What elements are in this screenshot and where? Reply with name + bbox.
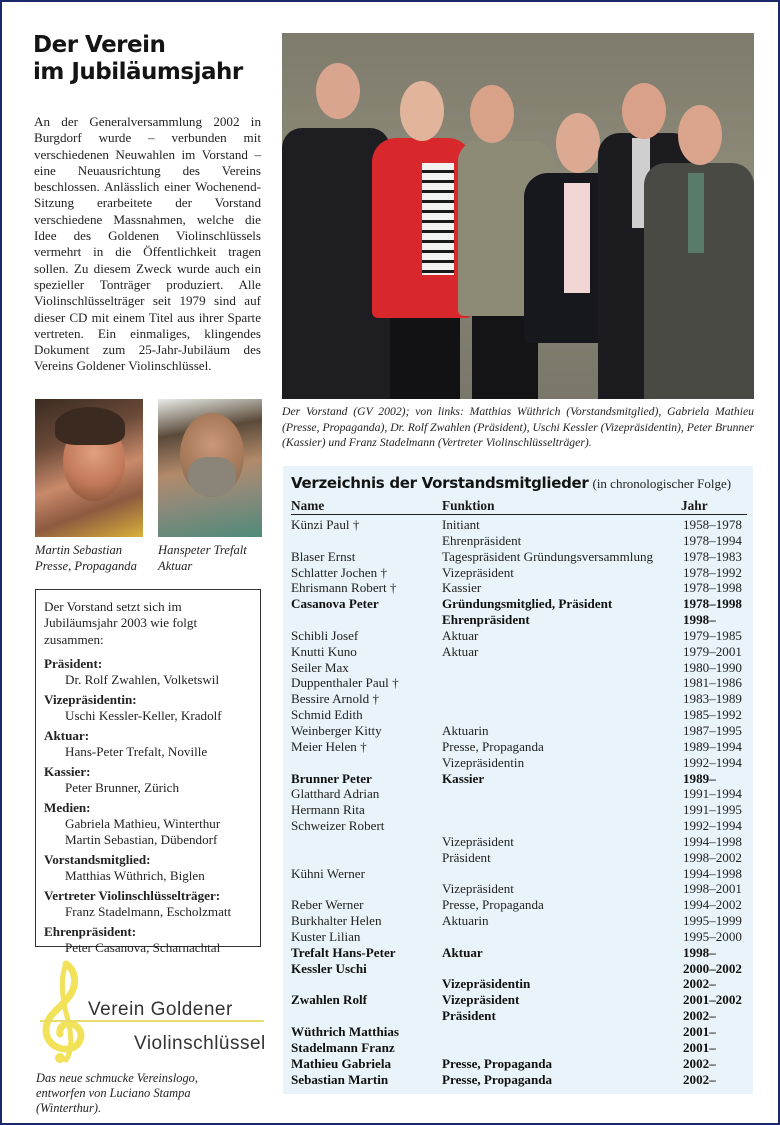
table-row bbox=[291, 1024, 747, 1040]
member-years: 1998–2001 bbox=[683, 881, 742, 897]
member-function: Vizepräsident bbox=[442, 564, 514, 580]
member-years: 1987–1995 bbox=[683, 722, 742, 738]
member-function: Presse, Propaganda bbox=[442, 897, 544, 913]
table-row bbox=[291, 929, 747, 945]
board-person: Martin Sebastian, Dübendorf bbox=[65, 831, 218, 847]
title-line-2: im Jubiläumsjahr bbox=[33, 59, 243, 85]
member-years: 1995–1999 bbox=[683, 913, 742, 929]
table-row bbox=[291, 517, 747, 533]
board-role: Präsident: bbox=[44, 655, 103, 671]
portrait-role: Aktuar bbox=[158, 558, 193, 573]
member-name: Kessler Uschi bbox=[291, 960, 367, 976]
member-years: 1979–1985 bbox=[683, 627, 742, 643]
board-role: Aktuar: bbox=[44, 727, 90, 743]
member-name: Duppenthaler Paul † bbox=[291, 675, 399, 691]
member-years: 2001– bbox=[683, 1024, 716, 1039]
member-years: 1992–1994 bbox=[683, 754, 742, 770]
member-function: Tagespräsident Gründungsversammlung bbox=[442, 548, 654, 564]
board-role: Vizepräsidentin: bbox=[44, 691, 137, 707]
member-name: Weinberger Kitty bbox=[291, 722, 382, 738]
table-row bbox=[291, 850, 747, 866]
table-title-sub: (in chronologischer Folge) bbox=[592, 476, 732, 491]
member-function: Aktuar bbox=[442, 627, 479, 643]
member-function: Kassier bbox=[442, 770, 485, 786]
table-row bbox=[291, 723, 747, 739]
table-row bbox=[291, 992, 747, 1008]
table-row bbox=[291, 1008, 747, 1024]
member-function: Vizepräsident bbox=[442, 992, 520, 1008]
member-name: Bessire Arnold † bbox=[291, 691, 380, 707]
article-title bbox=[33, 32, 273, 86]
board-person: Peter Casanova, Scharnachtal bbox=[65, 939, 221, 955]
table-header bbox=[291, 498, 747, 515]
member-years: 1978–1983 bbox=[683, 548, 742, 564]
table-row bbox=[291, 834, 747, 850]
header-name: Name bbox=[291, 498, 325, 513]
member-name: Schlatter Jochen † bbox=[291, 564, 387, 580]
board-role: Vorstandsmitglied: bbox=[44, 851, 151, 867]
portrait-role: Presse, Propaganda bbox=[35, 558, 137, 573]
table-row bbox=[291, 628, 747, 644]
table-row bbox=[291, 580, 747, 596]
member-name: Meier Helen † bbox=[291, 738, 367, 754]
member-years: 1998–2002 bbox=[683, 849, 742, 865]
board-person: Hans-Peter Trefalt, Noville bbox=[65, 743, 208, 759]
table-row bbox=[291, 565, 747, 581]
member-function: Presse, Propaganda bbox=[442, 738, 544, 754]
board-role: Vertreter Violinschlüsselträger: bbox=[44, 887, 221, 903]
portrait-caption-1 bbox=[35, 543, 137, 574]
portrait-caption-2 bbox=[158, 543, 247, 574]
member-years: 1998– bbox=[683, 944, 716, 960]
treble-clef-icon bbox=[46, 964, 81, 1063]
member-years: 2002– bbox=[683, 976, 716, 992]
member-years: 1979–2001 bbox=[683, 643, 742, 659]
board-role: Ehrenpräsident: bbox=[44, 923, 137, 939]
member-name: Schweizer Robert bbox=[291, 818, 385, 834]
member-function: Ehrenpräsident bbox=[442, 532, 522, 548]
member-function: Aktuar bbox=[442, 944, 483, 960]
header-function: Funktion bbox=[442, 498, 495, 513]
member-function: Presse, Propaganda bbox=[442, 1071, 553, 1087]
table-row bbox=[291, 549, 747, 565]
member-years: 1958–1978 bbox=[683, 517, 742, 532]
table-row bbox=[291, 660, 747, 676]
board-person: Uschi Kessler-Keller, Kradolf bbox=[65, 707, 222, 723]
member-name: Casanova Peter bbox=[291, 596, 379, 612]
member-function: Aktuar bbox=[442, 643, 479, 659]
board-group-photo bbox=[282, 33, 754, 399]
portrait-martin-sebastian bbox=[35, 399, 143, 537]
member-name: Sebastian Martin bbox=[291, 1071, 389, 1087]
member-years: 1981–1986 bbox=[683, 675, 742, 691]
table-row bbox=[291, 675, 747, 691]
table-row bbox=[291, 913, 747, 929]
member-name: Kühni Werner bbox=[291, 865, 365, 881]
table-row bbox=[291, 596, 747, 612]
member-years: 2002– bbox=[683, 1055, 716, 1071]
member-years: 2002– bbox=[683, 1008, 716, 1024]
table-body bbox=[291, 517, 747, 1087]
portrait-hanspeter-trefalt bbox=[158, 399, 262, 537]
board-box-lead: Der Vorstand setzt sich im Jubiläumsjahr 2003 wie folgt zusammen: bbox=[44, 599, 198, 647]
member-function: Aktuarin bbox=[442, 722, 489, 738]
member-name: Knutti Kuno bbox=[291, 643, 357, 659]
member-years: 1978–1998 bbox=[683, 596, 742, 612]
table-row bbox=[291, 961, 747, 977]
portrait-name: Martin Sebastian bbox=[35, 543, 123, 557]
member-name: Zwahlen Rolf bbox=[291, 992, 368, 1008]
member-name: Reber Werner bbox=[291, 897, 364, 913]
table-row bbox=[291, 533, 747, 549]
logo-caption: Das neue schmucke Vereinslogo, entworfen von Luciano Stampa (Winterthur). bbox=[36, 1071, 198, 1115]
member-function: Ehrenpräsident bbox=[442, 612, 530, 628]
title-line-1: Der Verein bbox=[33, 32, 166, 58]
member-years: 2000–2002 bbox=[683, 960, 742, 976]
member-years: 1994–1998 bbox=[683, 865, 742, 881]
member-name: Glatthard Adrian bbox=[291, 786, 380, 802]
table-row bbox=[291, 818, 747, 834]
member-years: 1978–1994 bbox=[683, 532, 742, 548]
members-table-title bbox=[291, 474, 731, 493]
table-row bbox=[291, 755, 747, 771]
member-name: Brunner Peter bbox=[291, 770, 372, 786]
board-role: Medien: bbox=[44, 799, 91, 815]
member-function: Vizepräsident bbox=[442, 881, 514, 897]
table-row bbox=[291, 771, 747, 787]
board-person: Franz Stadelmann, Escholzmatt bbox=[65, 903, 232, 919]
board-person: Dr. Rolf Zwahlen, Volketswil bbox=[65, 671, 220, 687]
member-name: Trefalt Hans-Peter bbox=[291, 944, 396, 960]
member-years: 1998– bbox=[683, 612, 716, 628]
board-person: Gabriela Mathieu, Winterthur bbox=[65, 815, 221, 831]
board-person: Matthias Wüthrich, Biglen bbox=[65, 867, 205, 883]
member-function: Kassier bbox=[442, 580, 482, 596]
portrait-name: Hanspeter Trefalt bbox=[158, 543, 247, 557]
member-years: 1994–2002 bbox=[683, 897, 742, 913]
member-years: 2002– bbox=[683, 1071, 716, 1087]
table-row bbox=[291, 707, 747, 723]
board-role: Kassier: bbox=[44, 763, 91, 779]
member-name: Seiler Max bbox=[291, 659, 349, 675]
member-name: Schmid Edith bbox=[291, 707, 363, 723]
member-name: Ehrismann Robert † bbox=[291, 580, 397, 596]
member-years: 1978–1998 bbox=[683, 580, 742, 596]
board-composition-box bbox=[35, 589, 261, 955]
header-year: Jahr bbox=[681, 498, 708, 513]
member-years: 1989– bbox=[683, 770, 716, 786]
member-function: Präsident bbox=[442, 849, 491, 865]
member-years: 1992–1994 bbox=[683, 818, 742, 834]
member-name: Künzi Paul † bbox=[291, 517, 360, 532]
member-name: Mathieu Gabriela bbox=[291, 1055, 392, 1071]
logo-line-1: Verein Goldener bbox=[88, 999, 233, 1020]
table-row bbox=[291, 881, 747, 897]
table-row bbox=[291, 976, 747, 992]
table-row bbox=[291, 786, 747, 802]
table-row bbox=[291, 1056, 747, 1072]
member-function: Initiant bbox=[442, 517, 480, 532]
member-years: 1980–1990 bbox=[683, 659, 742, 675]
member-name: Kuster Lilian bbox=[291, 928, 361, 944]
member-function: Gründungsmitglied, Präsident bbox=[442, 596, 613, 612]
table-row bbox=[291, 1040, 747, 1056]
member-years: 1985–1992 bbox=[683, 707, 742, 723]
member-years: 1995–2000 bbox=[683, 928, 742, 944]
table-row bbox=[291, 897, 747, 913]
photo-caption: Der Vorstand (GV 2002); von links: Matthias Wüthrich (Vorstandsmitglied), Gabriela Mathieu (Presse, Propaganda), Dr. Rolf Zwahlen (Präsident), Uschi Kessler (Vizepräsidentin), Peter Brunner (Kassier) und Franz Stadelmann (Vertreter Violinschlüsselträger). bbox=[282, 405, 754, 449]
member-name: Burkhalter Helen bbox=[291, 913, 382, 929]
member-function: Vizepräsident bbox=[442, 833, 514, 849]
member-name: Wüthrich Matthias bbox=[291, 1024, 400, 1039]
intro-paragraph: An der Generalversammlung 2002 in Burgdorf wurde – verbunden mit verschiedenen Neuwahlen im Vorstand – eine Neuausrichtung des Vereins beschlossen. Anlässlich einer Wochenend-Sitzung erarbeitete der Vorstand verschiedene Massnahmen, welche die Idee des Goldenen Violinschlüssels vermehrt in die Öffentlichkeit tragen sollen. Zu diesem Zweck wurde auch ein spezieller Tonträger produziert. Alle Violinschlüsselträger seit 1979 sind auf dieser CD mit einem Titel aus ihrer Sparte vertreten. Ein einmaliges, klingendes Dokument zum 25-Jahr-Jubiläum des Vereins Goldener Violinschlüssel. bbox=[34, 114, 261, 374]
logo-line-2: Violinschlüssel bbox=[134, 1033, 266, 1054]
members-table bbox=[283, 466, 753, 1094]
member-function: Presse, Propaganda bbox=[442, 1055, 553, 1071]
table-row bbox=[291, 945, 747, 961]
member-function: Präsident bbox=[442, 1008, 496, 1024]
board-person: Peter Brunner, Zürich bbox=[65, 779, 180, 795]
member-function: Vizepräsidentin bbox=[442, 976, 531, 992]
member-years: 1991–1994 bbox=[683, 786, 742, 802]
table-row bbox=[291, 691, 747, 707]
member-years: 2001– bbox=[683, 1039, 716, 1055]
member-name: Schibli Josef bbox=[291, 627, 359, 643]
member-years: 2001–2002 bbox=[683, 992, 742, 1008]
table-row bbox=[291, 612, 747, 628]
member-years: 1991–1995 bbox=[683, 802, 742, 818]
member-years: 1978–1992 bbox=[683, 564, 742, 580]
table-row bbox=[291, 644, 747, 660]
table-row bbox=[291, 1072, 747, 1088]
verein-logo bbox=[36, 960, 268, 1064]
member-function: Vizepräsidentin bbox=[442, 754, 525, 770]
member-name: Stadelmann Franz bbox=[291, 1039, 395, 1055]
member-name: Hermann Rita bbox=[291, 802, 365, 818]
member-years: 1994–1998 bbox=[683, 833, 742, 849]
member-name: Blaser Ernst bbox=[291, 548, 356, 564]
table-title-main: Verzeichnis der Vorstandsmitglieder bbox=[291, 474, 589, 492]
table-row bbox=[291, 866, 747, 882]
member-years: 1983–1989 bbox=[683, 691, 742, 707]
table-row bbox=[291, 739, 747, 755]
table-row bbox=[291, 802, 747, 818]
member-function: Aktuarin bbox=[442, 913, 489, 929]
member-years: 1989–1994 bbox=[683, 738, 742, 754]
